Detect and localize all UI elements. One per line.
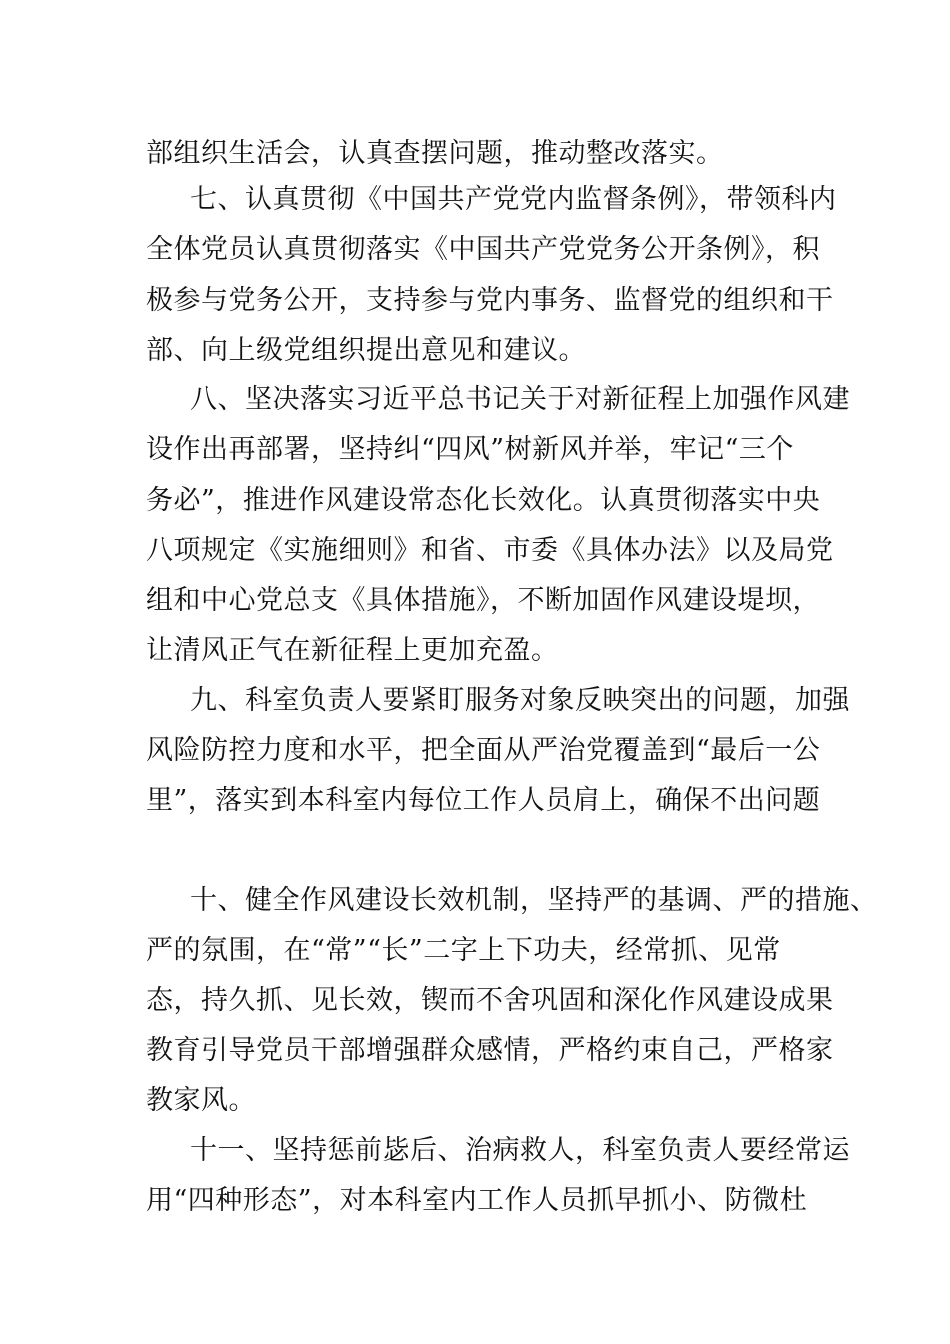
text-line: 八项规定《实施细则》和省、市委《具体办法》以及局党 — [146, 535, 834, 566]
text-line: 部组织生活会，认真查摆问题，推动整改落实。 — [146, 138, 724, 169]
text-line: 十一、坚持惩前毖后、治病救人，科室负责人要经常运 — [190, 1135, 850, 1166]
text-line: 严的氛围，在“常”“长”二字上下功夫，经常抓、见常 — [146, 935, 781, 966]
text-line: 全体党员认真贯彻落实《中国共产党党务公开条例》，积 — [146, 234, 820, 265]
text-line: 用“四种形态”，对本科室内工作人员抓早抓小、防微杜 — [146, 1185, 808, 1216]
text-line: 十、健全作风建设长效机制，坚持严的基调、严的措施、 — [190, 885, 878, 916]
text-line: 部、向上级党组织提出意见和建议。 — [146, 335, 586, 366]
text-line: 教家风。 — [146, 1085, 256, 1116]
text-line: 务必”，推进作风建设常态化长效化。认真贯彻落实中央 — [146, 485, 821, 516]
text-line: 里”，落实到本科室内每位工作人员肩上，确保不出问题 — [146, 785, 821, 816]
text-line: 让清风正气在新征程上更加充盈。 — [146, 635, 559, 666]
text-line: 极参与党务公开，支持参与党内事务、监督党的组织和干 — [146, 285, 834, 316]
text-line: 态，持久抓、见长效，锲而不舍巩固和深化作风建设成果 — [146, 985, 834, 1016]
text-line: 风险防控力度和水平，把全面从严治党覆盖到“最后一公 — [146, 735, 821, 766]
text-line: 七、认真贯彻《中国共产党党内监督条例》，带领科内 — [190, 184, 837, 215]
text-line: 八、坚决落实习近平总书记关于对新征程上加强作风建 — [190, 384, 850, 415]
text-line: 教育引导党员干部增强群众感情，严格约束自己，严格家 — [146, 1035, 834, 1066]
text-line: 组和中心党总支《具体措施》，不断加固作风建设堤坝， — [146, 585, 820, 616]
text-line: 设作出再部署，坚持纠“四风”树新风并举，牢记“三个 — [146, 434, 794, 465]
text-line: 九、科室负责人要紧盯服务对象反映突出的问题，加强 — [190, 685, 850, 716]
